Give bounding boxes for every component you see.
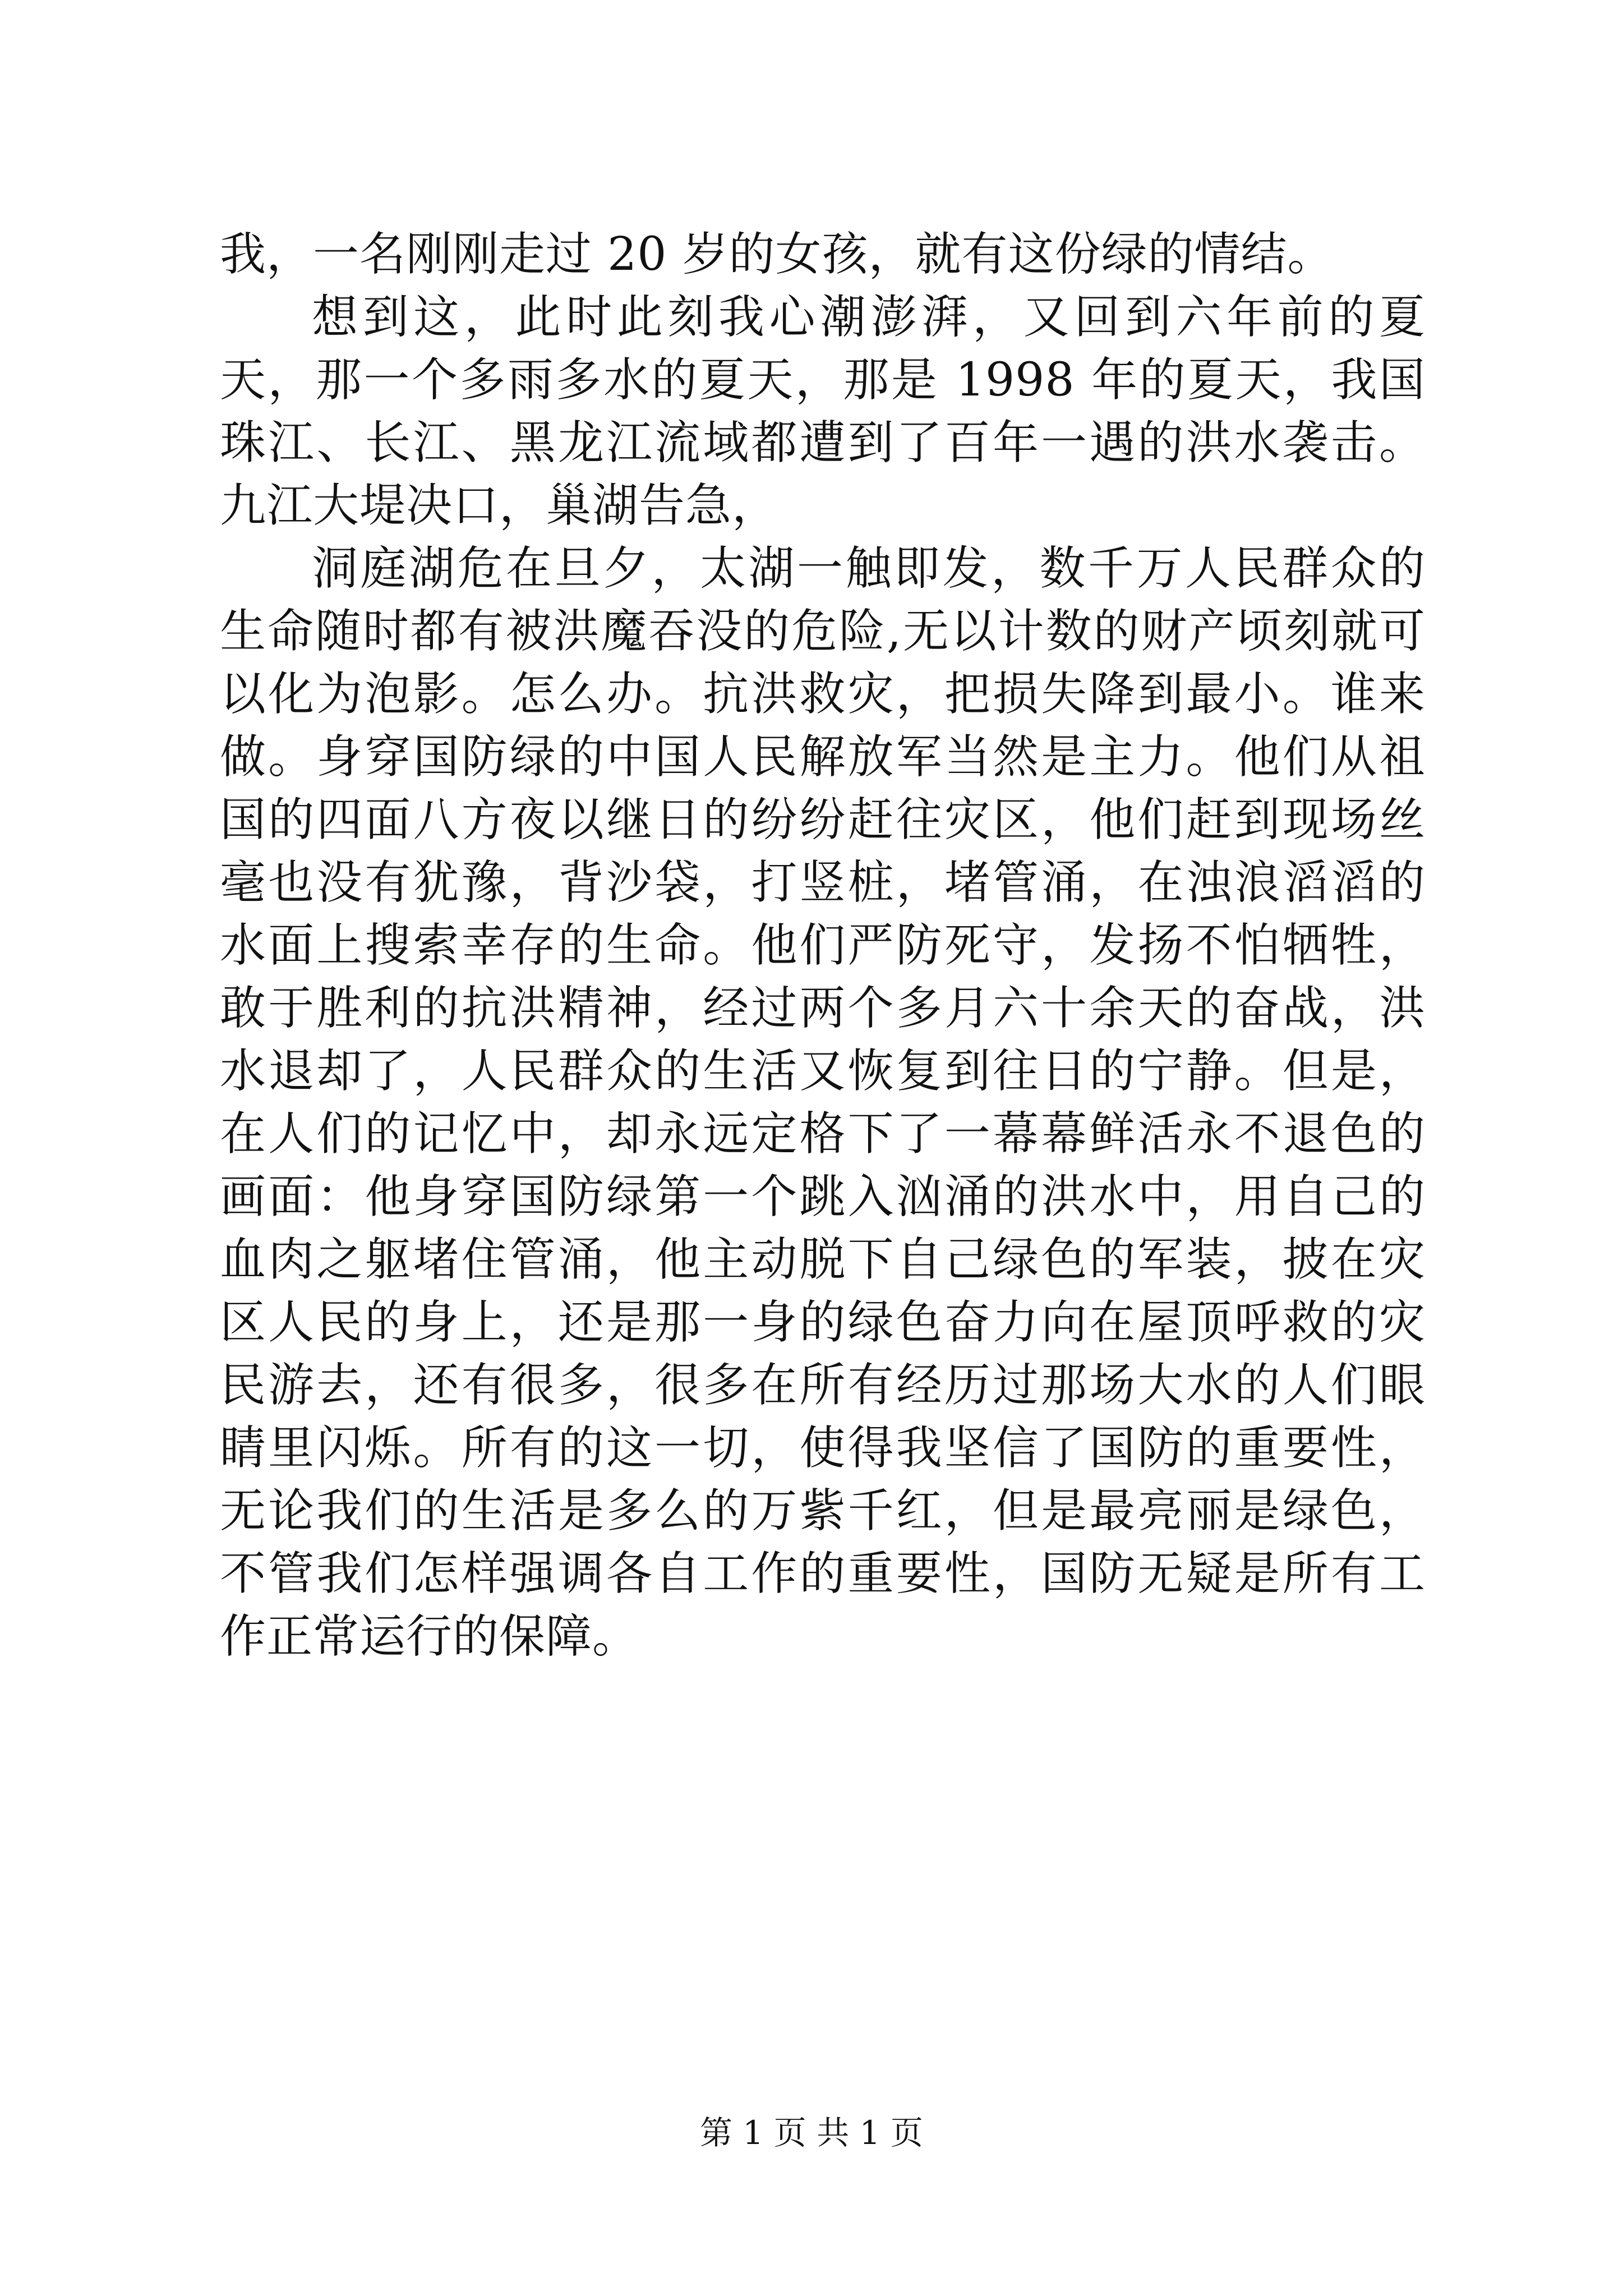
page-footer xyxy=(0,2106,1623,2154)
paragraph-3: 洞庭湖危在旦夕，太湖一触即发，数千万人民群众的生命随时都有被洪魔吞没的危险,无以计数的财产顷刻就可以化为泡影。怎么办。抗洪救灾，把损失降到最小。谁来做。身穿国防绿的中国人民解放军当然是主力。他们从祖国的四面八方夜以继日的纷纷赶往灾区，他们赶到现场丝毫也没有犹豫，背沙袋，打竖桩，堵管涌，在浊浪滔滔的水面上搜索幸存的生命。他们严防死守，发扬不怕牺牲，敢于胜利的抗洪精神，经过两个多月六十余天的奋战，洪水退却了，人民群众的生活又恢复到往日的宁静。但是，在人们的记忆中，却永远定格下了一幕幕鲜活永不退色的画面：他身穿国防绿第一个跳入汹涌的洪水中，用自己的血肉之躯堵住管涌，他主动脱下自己绿色的军装，披在灾区人民的身上，还是那一身的绿色奋力向在屋顶呼救的灾民游去，还有很多，很多在所有经历过那场大水的人们眼睛里闪烁。所有的这一切，使得我坚信了国防的重要性，无论我们的生活是多么的万紫千红，但是最亮丽是绿色，不管我们怎样强调各自工作的重要性，国防无疑是所有工作正常运行的保障。 xyxy=(220,542,1426,1663)
paragraph-1: 我，一名刚刚走过 20 岁的女孩，就有这份绿的情结。 xyxy=(220,228,1334,281)
paragraph-2: 想到这，此时此刻我心潮澎湃，又回到六年前的夏天，那一个多雨多水的夏天，那是 1998 年的夏天，我国珠江、长江、黑龙江流域都遭到了百年一遇的洪水袭击。九江大堤决口，巢湖告急， xyxy=(220,291,1426,532)
document-body xyxy=(220,223,1426,1668)
page-number-label: 第 1 页 共 1 页 xyxy=(700,2114,923,2152)
